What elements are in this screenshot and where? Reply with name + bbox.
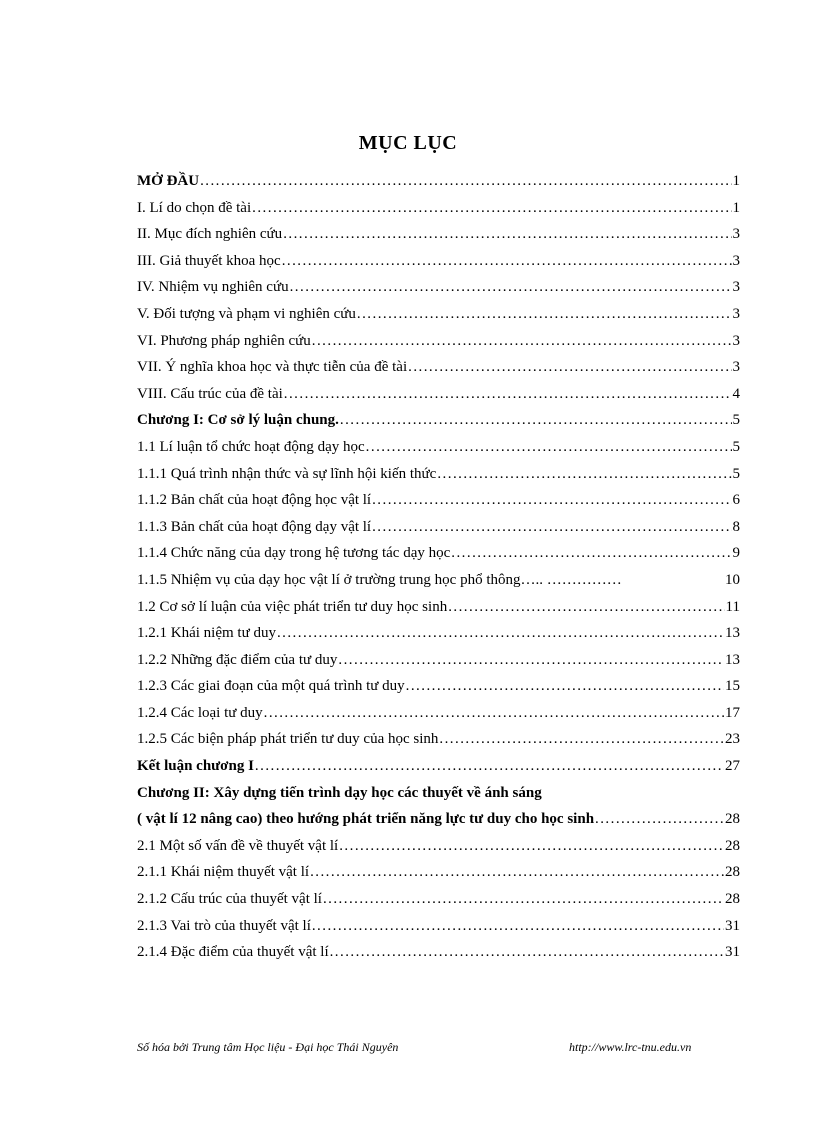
toc-entry-page-number: 31 [725, 944, 740, 961]
toc-entry [137, 301, 740, 328]
toc-entry-label: I. Lí do chọn đề tài [137, 199, 252, 216]
toc-entry-page-number: 3 [732, 332, 740, 349]
toc-entry-page-number: 17 [725, 704, 740, 721]
dot-leader [330, 939, 724, 966]
toc-entry [137, 673, 740, 700]
toc-entry-page-number: 28 [725, 811, 740, 828]
dot-leader [340, 407, 732, 434]
toc-entry-page-number: 28 [725, 891, 740, 908]
dot-leader [282, 248, 732, 275]
dot-leader [284, 381, 732, 408]
toc-entry-label: VII. Ý nghĩa khoa học và thực tiễn của đề tài [137, 359, 408, 376]
dot-leader [437, 461, 731, 488]
dot-leader [339, 833, 724, 860]
toc-entry [137, 514, 740, 541]
toc-entry-page-number: 3 [732, 279, 740, 296]
toc-entry-label: 2.1.4 Đặc điểm của thuyết vật lí [137, 944, 329, 961]
toc-entry-page-number: 3 [732, 359, 740, 376]
toc-entry-label: Kết luận chương I [137, 758, 254, 775]
dot-leader [283, 221, 731, 248]
toc-entry-label: Chương I: Cơ sở lý luận chung. [137, 412, 339, 429]
toc-entry [137, 407, 740, 434]
dot-leader [366, 434, 732, 461]
dot-leader [277, 620, 724, 647]
footer-source: Số hóa bởi Trung tâm Học liệu - Đại học Thái Nguyên [137, 1040, 399, 1054]
toc-entry [137, 620, 740, 647]
toc-entry-page-number: 23 [725, 731, 740, 748]
toc-entry-label: 2.1.1 Khái niệm thuyết vật lí [137, 864, 310, 881]
toc-entry [137, 381, 740, 408]
toc-entry [137, 647, 740, 674]
toc-entry [137, 540, 740, 567]
toc-entry-label: 1.2 Cơ sở lí luận của việc phát triển tư duy học sinh [137, 598, 448, 615]
toc-entry [137, 780, 740, 807]
toc-entry-page-number: 27 [725, 758, 740, 775]
toc-entry [137, 434, 740, 461]
dot-leader [312, 913, 724, 940]
footer-url: http://www.lrc-tnu.edu.vn [569, 1040, 692, 1054]
toc-entry [137, 248, 740, 275]
dot-leader [310, 859, 724, 886]
toc-entry-page-number: 5 [732, 465, 740, 482]
toc-entry-page-number: 9 [732, 545, 740, 562]
toc-entry [137, 806, 740, 833]
toc-entry-page-number: 1 [732, 173, 740, 189]
toc-entry [137, 700, 740, 727]
toc-entry [137, 939, 740, 966]
toc-entry-label: 2.1 Một số vấn đề về thuyết vật lí [137, 837, 339, 854]
toc-entry-label: 1.1.4 Chức năng của dạy trong hệ tương tác dạy học [137, 545, 451, 562]
toc-entry [137, 168, 740, 195]
dot-leader [312, 328, 732, 355]
toc-entry-page-number: 13 [725, 625, 740, 642]
toc-entry-page-number: 15 [725, 678, 740, 695]
dot-leader [255, 753, 724, 780]
toc-entry-page-number: 4 [732, 385, 740, 402]
toc-entry-page-number: 3 [732, 305, 740, 322]
toc-entry-page-number: 3 [732, 226, 740, 243]
toc-entry-page-number: 31 [725, 917, 740, 934]
toc-entry [137, 913, 740, 940]
dot-leader [264, 700, 724, 727]
toc-entry-page-number: 28 [725, 837, 740, 854]
dot-leader [357, 301, 732, 328]
toc-entry-page-number: 13 [725, 651, 740, 668]
toc-entry-label: II. Mục đích nghiên cứu [137, 226, 283, 243]
toc-entry [137, 833, 740, 860]
toc-entry-label: 1.1.1 Quá trình nhận thức và sự lĩnh hội kiến thức [137, 465, 437, 482]
toc-entry-label: VI. Phương pháp nghiên cứu [137, 332, 311, 349]
toc-entry-page-number: 10 [725, 571, 740, 588]
dot-leader [595, 806, 724, 833]
dot-leader [408, 354, 731, 381]
toc-entry-page-number: 1 [732, 199, 740, 216]
table-of-contents [137, 168, 740, 966]
dot-leader [200, 168, 731, 195]
dot-leader [372, 487, 731, 514]
toc-entry-label: IV. Nhiệm vụ nghiên cứu [137, 279, 289, 296]
toc-entry-label: V. Đối tượng và phạm vi nghiên cứu [137, 305, 356, 322]
toc-entry [137, 726, 740, 753]
dot-leader [290, 274, 732, 301]
toc-entry [137, 195, 740, 222]
toc-entry [137, 487, 740, 514]
toc-entry-label: 1.2.3 Các giai đoạn của một quá trình tư duy [137, 678, 405, 695]
toc-entry [137, 354, 740, 381]
toc-entry [137, 461, 740, 488]
page-title: MỤC LỤC [358, 132, 458, 154]
toc-entry [137, 859, 740, 886]
toc-entry-label: 1.2.4 Các loại tư duy [137, 704, 263, 721]
toc-entry-label: 1.2.5 Các biện pháp phát triển tư duy của học sinh [137, 731, 439, 748]
toc-entry-label: 1.2.1 Khái niệm tư duy [137, 625, 276, 642]
toc-entry-page-number: 5 [732, 412, 740, 429]
toc-entry-page-number: 3 [732, 252, 740, 269]
toc-entry-label: 1.1.2 Bản chất của hoạt động học vật lí [137, 492, 372, 509]
toc-entry [137, 274, 740, 301]
dot-leader [406, 673, 724, 700]
toc-entry [137, 594, 740, 621]
toc-entry-label: 1.2.2 Những đặc điểm của tư duy [137, 651, 338, 668]
toc-entry-page-number: 6 [732, 492, 740, 509]
toc-entry [137, 567, 740, 594]
toc-entry [137, 753, 740, 780]
dot-leader [439, 726, 724, 753]
dot-leader [338, 647, 724, 674]
toc-entry-page-number: 8 [732, 518, 740, 535]
toc-entry-label: 2.1.2 Cấu trúc của thuyết vật lí [137, 891, 322, 908]
dot-leader [252, 195, 731, 222]
dot-leader [448, 594, 724, 621]
dot-leader [451, 540, 731, 567]
toc-entry-label: VIII. Cấu trúc của đề tài [137, 385, 283, 402]
toc-entry-label: MỞ ĐẦU [137, 173, 200, 189]
toc-entry-label: ( vật lí 12 nâng cao) theo hướng phát triển năng lực tư duy cho học sinh [137, 811, 595, 828]
toc-entry-label: III. Giả thuyết khoa học [137, 252, 281, 269]
toc-entry-label: 1.1 Lí luận tổ chức hoạt động dạy học [137, 438, 365, 455]
dot-leader [323, 886, 724, 913]
toc-entry-label: Chương II: Xây dựng tiến trình dạy học các thuyết về ánh sáng [137, 784, 542, 801]
dot-leader [372, 514, 731, 541]
toc-entry-label: 1.1.5 Nhiệm vụ của dạy học vật lí ở trường trung học phổ thông….. …………… [137, 571, 622, 588]
toc-entry-label: 1.1.3 Bản chất của hoạt động dạy vật lí [137, 518, 372, 535]
toc-entry-page-number: 11 [725, 598, 740, 615]
toc-entry-label: 2.1.3 Vai trò của thuyết vật lí [137, 917, 311, 934]
toc-entry [137, 886, 740, 913]
toc-entry [137, 328, 740, 355]
toc-entry-page-number: 5 [732, 438, 740, 455]
toc-entry-page-number: 28 [725, 864, 740, 881]
toc-entry [137, 221, 740, 248]
